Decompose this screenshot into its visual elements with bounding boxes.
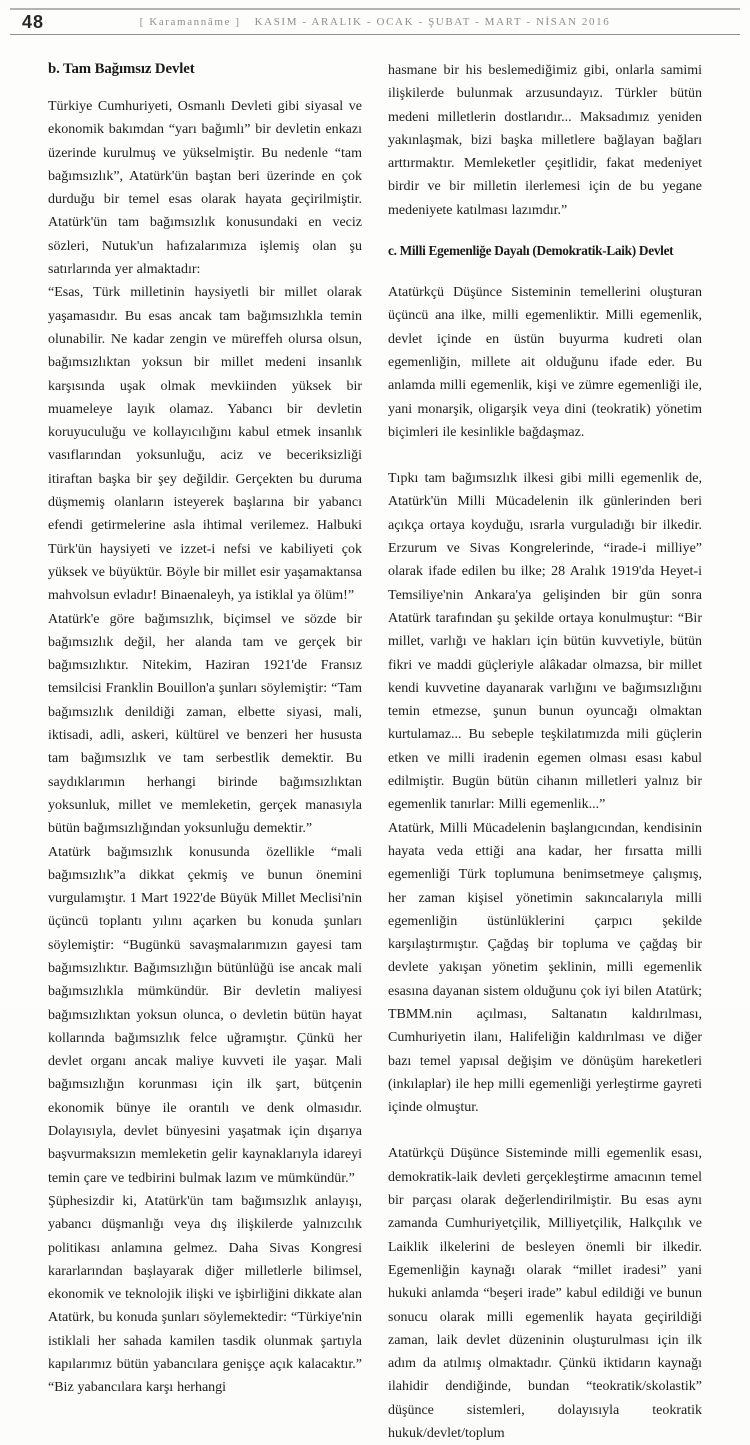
paragraph: Atatürk'e göre bağımsızlık, biçimsel ve sözde bir bağımsızlık değil, her alanda tam ve gerçek bir bağımsızlıktır. Nitekim, Haziran 1921'de Fransız temsilcisi Franklin Bouillon'a şunları söylemiştir: “Tam bağımsızlık denildiği zaman, elbette siyasi, mali, iktisadi, adli, askeri, kültürel ve benzeri her hususta tam bağımsızlık ve tam serbestlik demektir. Bu saydıklarımın herhangi birinde bağımsızlıktan yoksunluk, millet ve memleketin, gerçek manasıyla bütün bağımsızlığından yoksunluğu demektir.” — [48, 611, 362, 837]
page-body — [0, 59, 750, 1445]
right-column — [388, 59, 702, 1445]
running-header — [10, 10, 740, 34]
document-page — [0, 8, 750, 1442]
section-heading-tam-bagimsiz-devlet: b. Tam Bağımsız Devlet — [48, 61, 195, 77]
issue-months: KASIM - ARALIK - OCAK - ŞUBAT - MART - NİSAN 2016 — [254, 16, 611, 28]
page-header — [10, 8, 740, 35]
paragraph: “Esas, Türk milletinin haysiyetli bir millet olarak yaşamasıdır. Bu esas ancak tam bağımsızlıkla temin olunabilir. Ne kadar zengin ve müreffeh olursa olsun, bağımsızlıktan yoksun bir millet medeni insanlık karşısında uşak olmak mevkiinden yüksek bir muameleye layık olamaz. Yabancı bir devletin koruyuculuğu ve kollayıcılığını kabul etmek insanlık vasıflarından yoksunluğu, aciz ve beceriksizliği itiraftan başka bir şey değildir. Gerçekten bu duruma düşmemiş olanların isteyerek başlarına bir yabancı efendi getirmelerine asla ihtimal verilemez. Halbuki Türk'ün haysiyeti ve izzet-i nefsi ve kabiliyeti çok yüksek ve büyüktür. Böyle bir millet esir yaşamaktansa mahvolsun evladır! Binaenaleyh, ya istiklal ya ölüm!” — [48, 285, 362, 604]
paragraph: Atatürk bağımsızlık konusunda özellikle “mali bağımsızlık”a dikkat çekmiş ve bunun önemini vurgulamıştır. 1 Mart 1922'de Büyük Millet Meclisi'nin üçüncü toplantı yılını açarken bu konuda şunları söylemiştir: “Bugünkü savaşmalarımızın gayesi tam bağımsızlıktır. Bağımsızlığın bütünlüğü ise ancak mali bağımsızlıkla mümkündür. Bir devletin maliyesi bağımsızlıktan yoksun olunca, o devletin bütün hayat kollarında bağımsızlık felce uğramıştır. Çünkü her devlet organı ancak maliye kuvveti ile yaşar. Mali bağımsızlığın korunması için ilk şart, bütçenin ekonomik bünye ile orantılı ve denk olmasıdır. Dolayısıyla, devlet bünyesini yaşatmak için dışarıya başvurmaksızın memleketin gelir kaynaklarıyla idareyi temin çare ve tedbirini bulmak lazım ve mümkündür.” — [48, 844, 362, 1186]
paragraph: Atatürk, Milli Mücadelenin başlangıcından, kendisinin hayata veda ettiği ana kadar, her fırsatta milli egemenliği Türk toplumuna benimsetmeye çalışmış, her zaman kişisel yönetimin sakıncalarıyla milli egemenliğin üstünlüklerini çarpıcı şekilde karşılaştırmıştır. Çağdaş bir topluma ve çağdaş bir devlete yakışan yönetim şeklinin, milli egemenlik esasına dayanan sistem olduğunu çok iyi bilen Atatürk; TBMM.nin açılması, Saltanatın kaldırılması, Cumhuriyetin ilanı, Halifeliğin kaldırılması ve diğer bazı temel yapısal değişim ve dönüşüm hareketleri (inkılaplar) ile hep milli egemenliği yerleştirme gayreti içinde olmuştur. — [388, 820, 702, 1116]
section-heading-milli-egemenlige-dayali-devlet: c. Milli Egemenliğe Dayalı (Demokratik-Laik) Devlet — [388, 243, 674, 259]
paragraph: Atatürkçü Düşünce Sisteminde milli egemenlik esası, demokratik-laik devleti gerçekleştirme amacının temel bir parçası olarak değerlendirilmiştir. Bu esas aynı zamanda Cumhuriyetçilik, Milliyetçilik, Halkçılık ve Laiklik ilkelerini de besleyen önemli bir ilkedir. Egemenliğin kaynağı olarak “millet iradesi” yani hukuki anlamda “beşeri irade” kabul edildiği ve bunun sonucu olarak milli egemenlik hayata geçirildiği zaman, laik devlet düzeninin oluşturulması için ilk adım da atılmış olmaktadır. Çünkü iktidarın kaynağı ilahidir dendiğinde, bundan “teokratik/skolastik” düşünce sistemleri, dolayısıyla teokratik hukuk/devlet/toplum — [388, 1146, 702, 1442]
paragraph: Türkiye Cumhuriyeti, Osmanlı Devleti gibi siyasal ve ekonomik bakımdan “yarı bağımlı” bir devletin enkazı üzerinde kurulmuş ve yükselmiştir. Bu nedenle “tam bağımsızlık”, Atatürk'ün baştan beri üzerinde en çok durduğu bir temel esas olarak hayata geçirilmiştir. Atatürk'ün tam bağımsızlık konusundaki en veciz sözleri, Nutuk'un hafızalarımıza işlemiş olan şu satırlarında yer almaktadır: — [48, 99, 362, 278]
paragraph: Tıpkı tam bağımsızlık ilkesi gibi milli egemenlik de, Atatürk'ün Milli Mücadelenin ilk günlerinden beri açıkça ortaya koyduğu, ısrarla vurguladığı bir ilkedir. Erzurum ve Sivas Kongrelerinde, “irade-i milliye” olarak ifade edilen bu ilke; 28 Aralık 1919'da Heyet-i Temsiliye'nin Ankara'ya gelişinden bir gün sonra Atatürk tarafından şu şekilde ortaya konulmuştur: “Bir millet, varlığı ve hakları için bütün kuvvetiyle, bütün fikri ve maddi güçleriyle alâkadar olmazsa, bir millet kendi kuvvetine dayanarak varlığını ve bağımsızlığını temin etmezse, şunun bunun oyuncağı olmaktan kurtulamaz... Bu sebeple teşkilatımızda mili güçlerin etken ve milli iradenin egemen olması esası kabul edilmiştir. Bugün bütün cihanın milletleri yalnız bir egemenlik tanırlar: Milli egemenlik...” — [388, 471, 702, 813]
left-column — [48, 59, 362, 1445]
paragraph: Atatürkçü Düşünce Sisteminin temellerini oluşturan üçüncü ana ilke, milli egemenliktir. Milli egemenlik, devlet içinde en üstün buyurma kudreti olan egemenliğin, millete ait olduğunu ifade eder. Bu anlamda milli egemenlik, kişi ve zümre egemenliği ile, yani monarşik, oligarşik veya dini (teokratik) yönetim biçimleri ile kesinlikle bağdaşmaz. — [388, 285, 702, 440]
page-number: 48 — [22, 12, 45, 32]
paragraph: hasmane bir his beslemediğimiz gibi, onlarla samimi ilişkilerde bulunmak arzusundayız. Türkler bütün medeni milletlerin dostlarıdır... Maksadımız yeniden yakınlaşmak, bizi başka milletlere bağlayan bağları arttırmaktır. Memleketler çeşitlidir, fakat medeniyet birdir ve bir milletin ilerlemesi için de bu yegane medeniyete katılması lazımdır.” — [388, 63, 702, 218]
paragraph: Şüphesizdir ki, Atatürk'ün tam bağımsızlık anlayışı, yabancı düşmanlığı veya dış ilişkilerde yalnızcılık politikası anlamına gelmez. Daha Sivas Kongresi kararlarından başlayarak diğer milletlerle bilimsel, ekonomik ve teknolojik ilişki ve işbirliğini dikkate alan Atatürk, bu konuda şunları söylemektedir: “Türkiye'nin istiklali her sahada kamilen tasdik olunmak şartıyla kapılarımız bütün yabancılara genişçe açık kalacaktır.” “Biz yabancılara karşı herhangi — [48, 1193, 362, 1396]
journal-title: [ Karamannâme ] — [139, 16, 241, 28]
